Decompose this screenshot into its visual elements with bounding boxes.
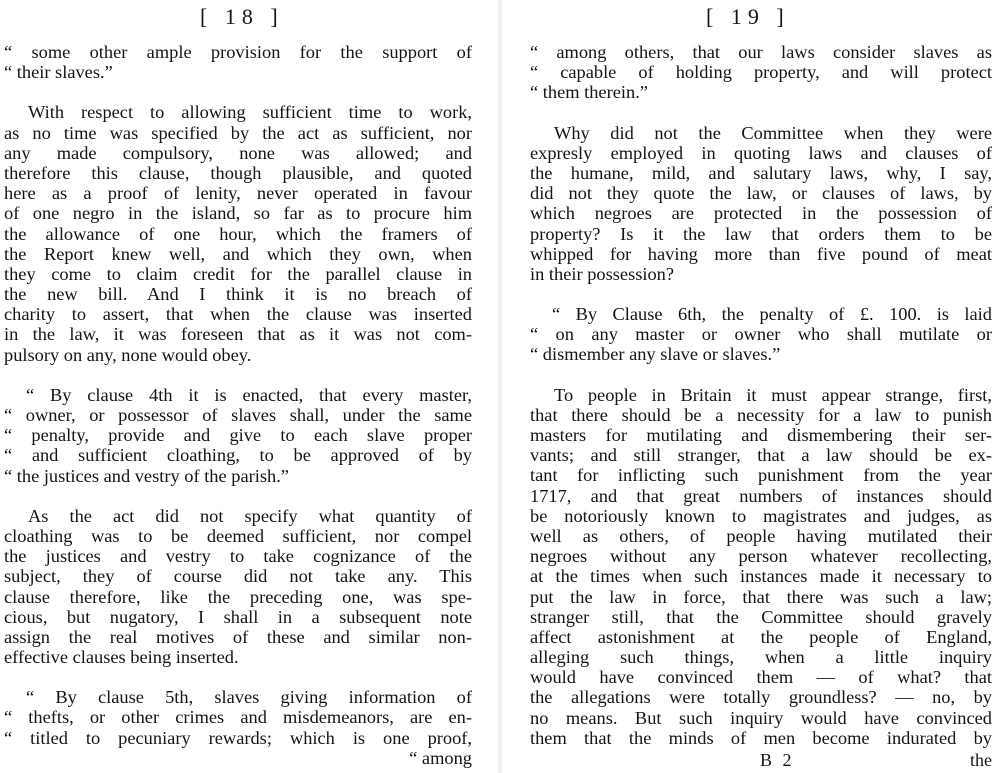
line-text: no means. But such inquiry would have convinced — [530, 707, 992, 728]
line-text: would have convinced them — of what? that — [530, 667, 992, 688]
line-text: them that the minds of men become indurated by — [530, 727, 992, 748]
line-text: charity to assert, that when the clause was inserted — [4, 304, 472, 325]
text-line — [530, 385, 992, 405]
line-text: assign the real motives of these and similar non- — [4, 626, 472, 647]
line-text: tant for inflicting such punishment from the year — [530, 465, 992, 486]
line-text: “ capable of holding property, and will protect — [530, 62, 992, 83]
line-text: pulsory on any, none would obey. — [4, 344, 252, 365]
line-text: the allegations were totally groundless? — no, by — [530, 687, 992, 708]
text-line — [4, 425, 472, 445]
text-line — [4, 163, 472, 183]
text-line — [530, 687, 992, 707]
text-line — [530, 264, 992, 284]
page-text — [0, 42, 472, 768]
text-line — [530, 708, 992, 728]
text-line — [4, 224, 472, 244]
page-number: [ 18 ] — [200, 4, 284, 29]
line-text: cloathing was to be deemed sufficient, nor compel — [4, 525, 472, 546]
text-line — [4, 264, 472, 284]
text-line — [4, 304, 472, 324]
text-line — [530, 486, 992, 506]
text-line — [4, 183, 472, 203]
line-text: the allowance of one hour, which the framers of — [4, 223, 472, 244]
text-line — [530, 627, 992, 647]
line-text: well as others, of people having mutilated their — [530, 525, 992, 546]
line-text: property? Is it the law that orders them to be — [530, 223, 992, 244]
line-text: “ owner, or possessor of slaves shall, under the same — [4, 405, 472, 425]
line-text: in their possession? — [530, 263, 675, 284]
catchword: the — [970, 750, 992, 770]
line-text: therefore this clause, though plausible, and quoted — [4, 162, 472, 183]
line-text: “ and sufficient cloathing, to be approved of by — [4, 445, 472, 466]
text-line — [530, 647, 992, 667]
line-text: stranger still, that the Committee should gravely — [530, 606, 992, 627]
text-line — [4, 445, 472, 465]
line-text: of one negro in the island, so far as to procure him — [4, 203, 472, 224]
line-text: did not they quote the law, or clauses of laws, by — [530, 183, 992, 204]
text-line — [4, 405, 472, 425]
text-line — [4, 587, 472, 607]
text-line — [4, 647, 472, 667]
line-text: Why did not the Committee when they were — [554, 122, 992, 143]
text-line — [530, 506, 992, 526]
line-text: as no time was specified by the act as sufficient, nor — [4, 122, 472, 143]
line-text: “ By clause 4th it is enacted, that every master, — [26, 384, 472, 405]
signature-mark: B 2 — [760, 750, 795, 770]
text-line — [530, 82, 992, 102]
line-text: here as a proof of lenity, never operated in favour — [4, 183, 472, 204]
line-text: negroes without any person whatever recollecting, — [530, 546, 992, 567]
text-line — [4, 566, 472, 586]
text-line — [4, 728, 472, 748]
line-text: clause therefore, like the preceding one, was spe- — [4, 586, 472, 607]
text-line — [4, 506, 472, 526]
line-text: “ on any master or owner who shall mutilate or — [530, 324, 992, 345]
paragraph-gap — [4, 82, 472, 102]
line-text: vants; and still stranger, that a law should be ex- — [530, 445, 992, 466]
line-text: “ By Clause 6th, the penalty of £. 100. is laid — [552, 304, 992, 325]
line-text: be notoriously known to magistrates and judges, as — [530, 505, 992, 526]
line-text: whipped for having more than five pound of meat — [530, 243, 992, 264]
line-text: “ thefts, or other crimes and misdemeanors, are en- — [4, 707, 472, 728]
text-line — [530, 607, 992, 627]
line-text: they come to claim credit for the parallel clause in — [4, 263, 472, 284]
text-line — [4, 62, 472, 82]
right-page — [500, 0, 1000, 773]
line-text: any made compulsory, none was allowed; and — [4, 142, 472, 163]
text-line — [530, 203, 992, 223]
text-line — [530, 728, 992, 748]
line-text: masters for mutilating and dismembering their ser- — [530, 425, 992, 445]
text-line — [4, 466, 472, 486]
line-text: “ among — [409, 747, 472, 768]
line-text: With respect to allowing sufficient time to work, — [28, 102, 472, 123]
paragraph-gap — [530, 365, 992, 385]
text-line — [530, 546, 992, 566]
line-text: As the act did not specify what quantity of — [28, 505, 472, 526]
text-line — [530, 163, 992, 183]
line-text: in the law, it was foreseen that as it was not com- — [4, 324, 472, 345]
line-text: alleging such things, when a little inquiry — [530, 647, 992, 668]
line-text: “ penalty, provide and give to each slave proper — [4, 425, 472, 446]
line-text: which negroes are protected in the possession of — [530, 203, 992, 224]
paragraph-gap — [530, 284, 992, 304]
line-text: at the times when such instances made it necessary to — [530, 566, 992, 587]
line-text: cious, but nugatory, I shall in a subsequent note — [4, 606, 472, 627]
page-text — [500, 42, 992, 748]
line-text: “ By clause 5th, slaves giving information of — [26, 687, 472, 708]
text-line — [4, 284, 472, 304]
text-line — [4, 526, 472, 546]
line-text: that there should be a necessity for a law to punish — [530, 404, 992, 425]
line-text: the justices and vestry to take cognizance of the — [4, 546, 472, 567]
text-line — [530, 183, 992, 203]
line-text: “ the justices and vestry of the parish.” — [4, 465, 289, 486]
text-line — [530, 526, 992, 546]
text-line — [530, 244, 992, 264]
text-line — [4, 143, 472, 163]
text-line — [4, 707, 472, 727]
text-line — [530, 587, 992, 607]
line-text: 1717, and that great numbers of instances should — [530, 485, 992, 506]
text-line — [530, 304, 992, 324]
text-line — [4, 42, 472, 62]
text-line — [530, 405, 992, 425]
line-text: “ some other ample provision for the support of — [4, 42, 472, 62]
text-line — [4, 748, 472, 768]
text-line — [4, 244, 472, 264]
text-line — [4, 345, 472, 365]
line-text: “ their slaves.” — [4, 62, 113, 83]
line-text: “ titled to pecuniary rewards; which is one proof, — [4, 727, 472, 748]
line-text: expresly employed in quoting laws and clauses of — [530, 142, 992, 163]
paragraph-gap — [4, 365, 472, 385]
text-line — [4, 102, 472, 122]
text-line — [530, 324, 992, 344]
paragraph-gap — [4, 667, 472, 687]
page-number: [ 19 ] — [706, 4, 790, 29]
text-line — [530, 465, 992, 485]
line-text: subject, they of course did not take any. This — [4, 566, 472, 587]
line-text: To people in Britain it must appear strange, first, — [554, 384, 992, 405]
text-line — [530, 143, 992, 163]
text-line — [4, 687, 472, 707]
line-text: affect astonishment at the people of England, — [530, 626, 992, 647]
text-line — [530, 344, 992, 364]
line-text: “ dismember any slave or slaves.” — [530, 344, 781, 365]
text-line — [530, 667, 992, 687]
text-line — [530, 62, 992, 82]
text-line — [530, 42, 992, 62]
text-line — [4, 546, 472, 566]
line-text: put the law in force, that there was such a law; — [530, 586, 992, 607]
text-line — [530, 445, 992, 465]
text-line — [530, 425, 992, 445]
line-text: effective clauses being inserted. — [4, 647, 239, 668]
paragraph-gap — [4, 486, 472, 506]
line-text: the humane, mild, and salutary laws, why, I say, — [530, 162, 992, 183]
text-line — [4, 385, 472, 405]
line-text: the Report knew well, and which they own, when — [4, 243, 472, 264]
text-line — [530, 123, 992, 143]
text-line — [4, 123, 472, 143]
line-text: “ them therein.” — [530, 82, 648, 103]
text-line — [4, 324, 472, 344]
text-line — [530, 566, 992, 586]
text-line — [530, 224, 992, 244]
text-line — [4, 627, 472, 647]
line-text: “ among others, that our laws consider slaves as — [530, 42, 992, 62]
line-text: the new bill. And I think it is no breach of — [4, 284, 472, 305]
text-line — [4, 203, 472, 223]
text-line — [4, 607, 472, 627]
paragraph-gap — [530, 103, 992, 123]
